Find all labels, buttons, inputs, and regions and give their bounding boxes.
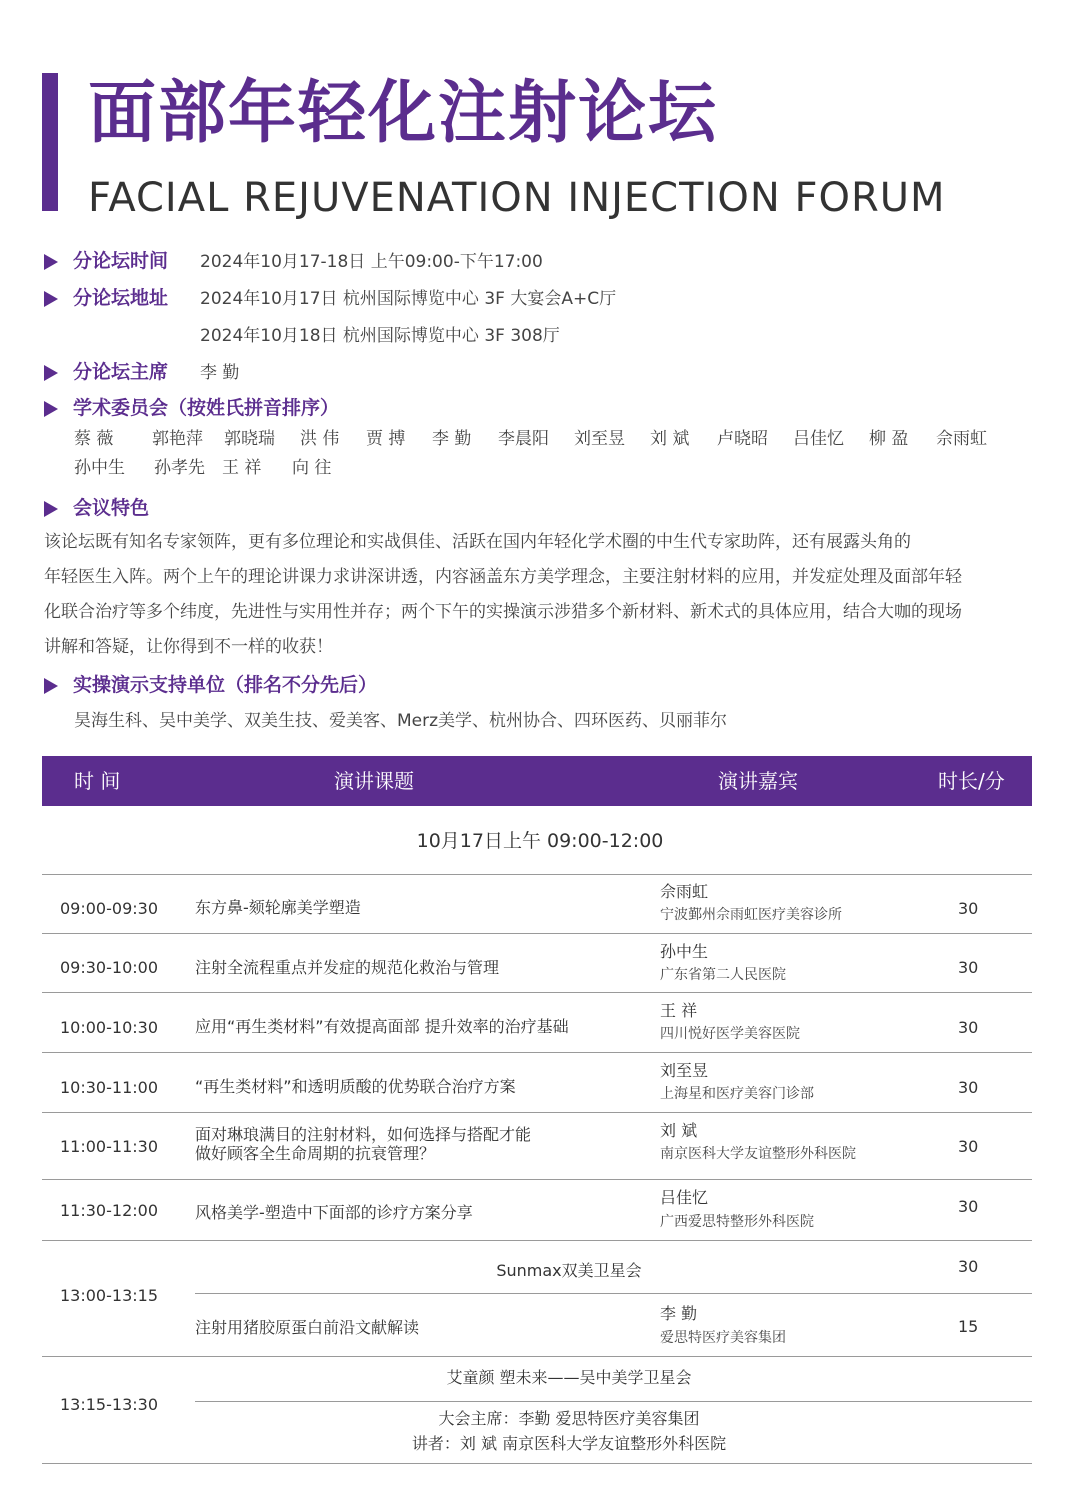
session-title: 10月17日上午 09:00-12:00	[416, 830, 664, 852]
bullet-triangle-icon	[44, 678, 58, 694]
row-divider	[42, 1240, 1032, 1241]
header-speaker: 演讲嘉宾	[718, 769, 798, 793]
committee-member: 郭晓瑞	[224, 429, 275, 449]
bullet-triangle-icon	[44, 365, 58, 381]
row-speaker: 孙中生	[660, 942, 709, 961]
committee-member: 刘 斌	[650, 429, 690, 449]
row-speaker: 王 祥	[660, 1001, 698, 1020]
row-time: 11:30-12:00	[60, 1201, 158, 1220]
title-accent-bar	[42, 73, 58, 211]
row-divider	[42, 1356, 1032, 1357]
page-title: 面部年轻化注射论坛	[88, 74, 719, 153]
venue-value-day1: 2024年10月17日 杭州国际博览中心 3F 大宴会A+C厅	[200, 289, 617, 309]
row-divider	[42, 992, 1032, 993]
row-divider	[42, 1463, 1032, 1464]
row-duration: 30	[958, 1197, 979, 1216]
chair-value: 李 勤	[200, 363, 240, 383]
block-time: 13:00-13:15	[60, 1286, 158, 1305]
satellite-chair: 大会主席：李勤 爱思特医疗美容集团	[438, 1409, 700, 1428]
row-affiliation: 广东省第二人民医院	[660, 967, 786, 983]
page-subtitle: FACIAL REJUVENATION INJECTION FORUM	[88, 175, 946, 221]
time-value: 2024年10月17-18日 上午09:00-下午17:00	[200, 252, 543, 272]
row-topic: “再生类材料”和透明质酸的优势联合治疗方案	[195, 1077, 516, 1096]
committee-member: 孙孝先	[154, 458, 205, 478]
row-topic: 注射用猪胶原蛋白前沿文献解读	[195, 1318, 420, 1337]
row-topic: 注射全流程重点并发症的规范化救治与管理	[195, 958, 500, 977]
bullet-triangle-icon	[44, 501, 58, 517]
committee-member: 王 祥	[222, 458, 262, 478]
satellite-title: 艾童颜 塑未来——吴中美学卫星会	[446, 1368, 692, 1387]
row-duration: 30	[958, 1018, 979, 1037]
row-speaker: 刘至昱	[660, 1061, 709, 1080]
row-duration: 30	[958, 1137, 979, 1156]
header-topic: 演讲课题	[334, 769, 414, 793]
row-topic: 风格美学-塑造中下面部的诊疗方案分享	[195, 1203, 473, 1222]
row-time: 09:30-10:00	[60, 958, 158, 977]
time-label: 分论坛时间	[73, 250, 169, 272]
support-label: 实操演示支持单位（排名不分先后）	[73, 674, 378, 696]
support-value: 昊海生科、吴中美学、双美生技、爱美客、Merz美学、杭州协合、四环医药、贝丽菲尔	[74, 711, 728, 731]
row-speaker: 佘雨虹	[660, 882, 709, 901]
committee-member: 郭艳萍	[152, 429, 203, 449]
header-duration: 时长/分	[938, 769, 1005, 793]
row-affiliation: 上海星和医疗美容门诊部	[660, 1086, 814, 1102]
row-topic: 应用“再生类材料”有效提高面部 提升效率的治疗基础	[195, 1017, 569, 1036]
committee-member: 李晨阳	[498, 429, 549, 449]
header-time: 时 间	[74, 769, 121, 793]
row-divider	[42, 1179, 1032, 1180]
row-affiliation: 南京医科大学友谊整形外科医院	[660, 1146, 856, 1162]
committee-member: 吕佳忆	[793, 429, 844, 449]
row-speaker: 李 勤	[660, 1304, 698, 1323]
satellite-speaker: 讲者：刘 斌 南京医科大学友谊整形外科医院	[411, 1434, 727, 1453]
row-divider	[195, 1401, 1032, 1402]
row-duration: 30	[958, 1078, 979, 1097]
row-divider	[195, 1293, 1032, 1294]
row-divider	[42, 1052, 1032, 1053]
row-divider	[42, 933, 1032, 934]
chair-label: 分论坛主席	[73, 361, 169, 383]
row-topic-line2: 做好顾客全生命周期的抗衰管理？	[195, 1144, 436, 1163]
satellite-duration: 30	[958, 1257, 979, 1276]
table-header	[42, 756, 1032, 806]
row-time: 10:30-11:00	[60, 1078, 158, 1097]
row-divider	[42, 874, 1032, 875]
features-paragraph	[44, 525, 1012, 665]
row-time: 09:00-09:30	[60, 899, 158, 918]
committee-member: 李 勤	[432, 429, 472, 449]
committee-member: 向 往	[292, 458, 332, 478]
committee-member: 刘至昱	[574, 429, 625, 449]
committee-member: 蔡 薇	[74, 429, 114, 449]
row-time: 11:00-11:30	[60, 1137, 158, 1156]
committee-member: 柳 盈	[869, 429, 909, 449]
committee-label: 学术委员会（按姓氏拼音排序）	[73, 397, 340, 419]
row-duration: 30	[958, 958, 979, 977]
row-affiliation: 宁波鄞州佘雨虹医疗美容诊所	[660, 907, 842, 923]
features-line: 化联合治疗等多个纬度，先进性与实用性并存；两个下午的实操演示涉猎多个新材料、新术式的具体应用，结合大咖的现场	[44, 602, 962, 622]
features-line: 年轻医生入阵。两个上午的理论讲课力求讲深讲透，内容涵盖东方美学理念，主要注射材料的应用，并发症处理及面部年轻	[44, 567, 962, 587]
venue-value-day2: 2024年10月18日 杭州国际博览中心 3F 308厅	[200, 326, 560, 346]
committee-member: 孙中生	[74, 458, 125, 478]
row-time: 10:00-10:30	[60, 1018, 158, 1037]
row-speaker: 吕佳忆	[660, 1188, 709, 1207]
row-duration: 30	[958, 899, 979, 918]
satellite-title: Sunmax双美卫星会	[496, 1261, 642, 1280]
row-topic: 面对琳琅满目的注射材料，如何选择与搭配才能	[195, 1125, 532, 1144]
row-affiliation: 爱思特医疗美容集团	[660, 1330, 786, 1346]
features-label: 会议特色	[73, 497, 150, 519]
row-affiliation: 广西爱思特整形外科医院	[660, 1214, 814, 1230]
row-duration: 15	[958, 1317, 979, 1336]
row-affiliation: 四川悦好医学美容医院	[660, 1026, 800, 1042]
committee-member: 佘雨虹	[936, 429, 987, 449]
venue-label: 分论坛地址	[73, 287, 169, 309]
block-time: 13:15-13:30	[60, 1395, 158, 1414]
row-divider	[42, 1112, 1032, 1113]
bullet-triangle-icon	[44, 254, 58, 270]
bullet-triangle-icon	[44, 291, 58, 307]
bullet-triangle-icon	[44, 401, 58, 417]
row-speaker: 刘 斌	[660, 1121, 698, 1140]
committee-member: 贾 搏	[366, 429, 406, 449]
committee-member: 洪 伟	[300, 429, 340, 449]
committee-member: 卢晓昭	[717, 429, 768, 449]
features-line: 讲解和答疑，让你得到不一样的收获！	[44, 637, 333, 657]
row-topic: 东方鼻-颏轮廓美学塑造	[195, 898, 361, 917]
features-line: 该论坛既有知名专家领阵，更有多位理论和实战俱佳、活跃在国内年轻化学术圈的中生代专家助阵，还有展露头角的	[44, 532, 911, 552]
